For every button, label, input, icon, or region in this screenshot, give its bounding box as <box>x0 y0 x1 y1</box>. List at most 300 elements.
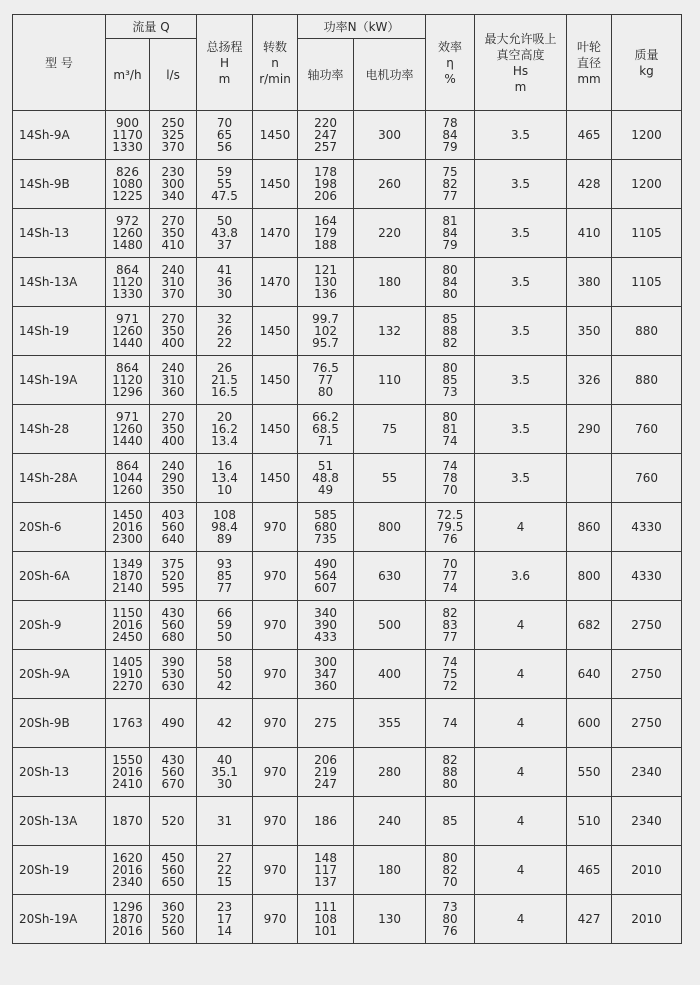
efficiency-cell <box>426 650 475 699</box>
table-row <box>13 258 700 307</box>
cell-value: 93 <box>216 557 233 571</box>
cell-value: 2270 <box>112 679 143 693</box>
speed-cell: 1450 <box>253 160 298 209</box>
shaft-power-cell <box>298 748 354 797</box>
efficiency-cell <box>426 454 475 503</box>
motor-power-cell: 132 <box>354 307 426 356</box>
cell-value: 370 <box>161 287 185 301</box>
cell-value: 375 <box>161 557 185 571</box>
speed-cell: 970 <box>253 748 298 797</box>
cell-value: 82 <box>442 863 458 877</box>
cell-value: 73 <box>442 385 458 399</box>
cell-value: 680 <box>314 520 337 534</box>
cell-value: 325 <box>161 128 185 142</box>
flow-m3h-cell <box>106 160 150 209</box>
cell-value: 270 <box>161 312 185 326</box>
cell-value: 1296 <box>112 900 143 914</box>
cell-value: 85 <box>442 814 458 828</box>
flow-m3h-cell <box>106 895 150 944</box>
cell-value: 164 <box>314 214 337 228</box>
flow-ls-cell <box>150 209 197 258</box>
flow-m3h-cell <box>106 601 150 650</box>
cell-value: 73 <box>442 900 458 914</box>
mass-cell: 4330 <box>612 503 682 552</box>
impeller-diameter-cell: 465 <box>567 846 612 895</box>
cell-value: 240 <box>161 459 185 473</box>
cell-value: 560 <box>161 520 185 534</box>
cell-value: 77 <box>317 373 334 387</box>
cell-value: 520 <box>161 569 185 583</box>
cell-value: 2300 <box>112 532 143 546</box>
cell-value: 1260 <box>112 483 143 497</box>
header-impeller-diameter: 叶轮 直径 mm <box>567 15 612 111</box>
head-cell <box>197 601 253 650</box>
flow-ls-cell <box>150 601 197 650</box>
cell-value: 630 <box>161 679 185 693</box>
flow-ls-cell <box>150 307 197 356</box>
flow-m3h-cell <box>106 503 150 552</box>
impeller-diameter-cell: 682 <box>567 601 612 650</box>
model-cell: 20Sh-9A <box>13 650 106 699</box>
cell-value: 47.5 <box>211 189 238 203</box>
cell-value: 41 <box>216 263 233 277</box>
cell-value: 84 <box>442 226 458 240</box>
table-row <box>13 846 700 895</box>
cell-value: 99.7 <box>312 312 339 326</box>
motor-power-cell: 280 <box>354 748 426 797</box>
cell-value: 98.4 <box>211 520 238 534</box>
cell-value: 340 <box>161 189 185 203</box>
cell-value: 50 <box>216 667 233 681</box>
shaft-power-cell <box>298 601 354 650</box>
model-cell: 14Sh-13 <box>13 209 106 258</box>
shaft-power-cell <box>298 650 354 699</box>
flow-m3h-cell <box>106 111 150 160</box>
cell-value: 1080 <box>112 177 143 191</box>
cell-value: 80 <box>442 361 458 375</box>
cell-value: 360 <box>161 900 185 914</box>
impeller-diameter-cell: 350 <box>567 307 612 356</box>
suction-height-cell: 4 <box>475 503 567 552</box>
cell-value: 80 <box>442 777 458 791</box>
impeller-diameter-cell: 427 <box>567 895 612 944</box>
cell-value: 188 <box>314 238 337 252</box>
header-efficiency: 效率 η % <box>426 15 475 111</box>
shaft-power-cell <box>298 503 354 552</box>
cell-value: 70 <box>442 483 458 497</box>
efficiency-cell <box>426 356 475 405</box>
cell-value: 1480 <box>112 238 143 252</box>
flow-m3h-cell <box>106 650 150 699</box>
suction-height-cell: 4 <box>475 797 567 846</box>
cell-value: 26 <box>216 324 233 338</box>
shaft-power-cell <box>298 307 354 356</box>
mass-cell: 2340 <box>612 797 682 846</box>
motor-power-cell: 180 <box>354 258 426 307</box>
cell-value: 972 <box>116 214 139 228</box>
suction-height-cell: 3.5 <box>475 209 567 258</box>
cell-value: 2016 <box>112 618 143 632</box>
cell-value: 347 <box>314 667 337 681</box>
cell-value: 270 <box>161 410 185 424</box>
cell-value: 82 <box>442 753 458 767</box>
shaft-power-cell <box>298 846 354 895</box>
flow-ls-cell <box>150 111 197 160</box>
cell-value: 1870 <box>112 912 143 926</box>
cell-value: 240 <box>161 263 185 277</box>
cell-value: 490 <box>314 557 337 571</box>
cell-value: 81 <box>442 422 458 436</box>
speed-cell: 970 <box>253 650 298 699</box>
cell-value: 560 <box>161 618 185 632</box>
cell-value: 290 <box>161 471 185 485</box>
table-row <box>13 307 700 356</box>
head-cell <box>197 209 253 258</box>
shaft-power-cell <box>298 258 354 307</box>
cell-value: 74 <box>442 459 458 473</box>
cell-value: 971 <box>116 312 139 326</box>
model-cell: 14Sh-28 <box>13 405 106 454</box>
impeller-diameter-cell: 510 <box>567 797 612 846</box>
cell-value: 37 <box>216 238 233 252</box>
head-cell <box>197 699 253 748</box>
cell-value: 1763 <box>112 716 143 730</box>
model-cell: 20Sh-19 <box>13 846 106 895</box>
efficiency-cell <box>426 895 475 944</box>
cell-value: 670 <box>161 777 185 791</box>
speed-cell: 1470 <box>253 258 298 307</box>
cell-value: 108 <box>314 912 337 926</box>
motor-power-cell: 300 <box>354 111 426 160</box>
cell-value: 360 <box>314 679 337 693</box>
flow-ls-cell <box>150 454 197 503</box>
head-cell <box>197 160 253 209</box>
efficiency-cell <box>426 699 475 748</box>
cell-value: 430 <box>161 606 185 620</box>
impeller-diameter-cell: 550 <box>567 748 612 797</box>
model-cell: 20Sh-6 <box>13 503 106 552</box>
cell-value: 520 <box>161 912 185 926</box>
cell-value: 66.2 <box>312 410 339 424</box>
model-cell: 20Sh-9B <box>13 699 106 748</box>
table-row <box>13 160 700 209</box>
cell-value: 520 <box>161 814 185 828</box>
cell-value: 136 <box>314 287 337 301</box>
table-row <box>13 895 700 944</box>
cell-value: 50 <box>216 630 233 644</box>
cell-value: 971 <box>116 410 139 424</box>
head-cell <box>197 748 253 797</box>
cell-value: 71 <box>317 434 334 448</box>
head-cell <box>197 797 253 846</box>
cell-value: 66 <box>216 606 233 620</box>
motor-power-cell: 630 <box>354 552 426 601</box>
cell-value: 1870 <box>112 569 143 583</box>
cell-value: 1170 <box>112 128 143 142</box>
suction-height-cell: 4 <box>475 699 567 748</box>
efficiency-cell <box>426 552 475 601</box>
flow-ls-cell <box>150 356 197 405</box>
cell-value: 16 <box>216 459 233 473</box>
motor-power-cell: 180 <box>354 846 426 895</box>
cell-value: 350 <box>161 483 185 497</box>
cell-value: 564 <box>314 569 337 583</box>
cell-value: 102 <box>314 324 337 338</box>
cell-value: 77 <box>216 581 233 595</box>
flow-m3h-cell <box>106 405 150 454</box>
cell-value: 42 <box>216 679 233 693</box>
suction-height-cell: 4 <box>475 846 567 895</box>
cell-value: 22 <box>216 863 233 877</box>
cell-value: 30 <box>216 777 233 791</box>
efficiency-cell <box>426 405 475 454</box>
cell-value: 79.5 <box>436 520 464 534</box>
cell-value: 450 <box>161 851 185 865</box>
head-cell <box>197 650 253 699</box>
cell-value: 17 <box>216 912 233 926</box>
flow-ls-cell <box>150 503 197 552</box>
speed-cell: 1470 <box>253 209 298 258</box>
cell-value: 16.2 <box>211 422 238 436</box>
cell-value: 595 <box>161 581 185 595</box>
cell-value: 826 <box>116 165 139 179</box>
cell-value: 16.5 <box>211 385 238 399</box>
cell-value: 50 <box>216 214 233 228</box>
cell-value: 121 <box>314 263 337 277</box>
head-cell <box>197 552 253 601</box>
table-row <box>13 111 700 160</box>
cell-value: 111 <box>314 900 337 914</box>
mass-cell: 1105 <box>612 258 682 307</box>
cell-value: 680 <box>161 630 185 644</box>
cell-value: 270 <box>161 214 185 228</box>
mass-cell: 4330 <box>612 552 682 601</box>
header-suction-height: 最大允许吸上 真空高度 Hs m <box>475 15 567 111</box>
cell-value: 350 <box>161 226 185 240</box>
cell-value: 390 <box>161 655 185 669</box>
speed-cell: 1450 <box>253 454 298 503</box>
efficiency-cell <box>426 601 475 650</box>
mass-cell: 2750 <box>612 601 682 650</box>
cell-value: 230 <box>161 165 185 179</box>
cell-value: 81 <box>442 214 458 228</box>
flow-m3h-cell <box>106 209 150 258</box>
speed-cell: 970 <box>253 846 298 895</box>
header-speed: 转数 n r/min <box>253 15 298 111</box>
cell-value: 75 <box>442 165 458 179</box>
head-cell <box>197 307 253 356</box>
model-cell: 14Sh-13A <box>13 258 106 307</box>
head-cell <box>197 846 253 895</box>
speed-cell: 970 <box>253 895 298 944</box>
speed-cell: 970 <box>253 797 298 846</box>
impeller-diameter-cell: 290 <box>567 405 612 454</box>
cell-value: 433 <box>314 630 337 644</box>
cell-value: 1550 <box>112 753 143 767</box>
model-cell: 20Sh-13 <box>13 748 106 797</box>
impeller-diameter-cell: 600 <box>567 699 612 748</box>
cell-value: 76 <box>442 924 458 938</box>
head-cell <box>197 111 253 160</box>
cell-value: 640 <box>161 532 185 546</box>
cell-value: 68.5 <box>312 422 339 436</box>
cell-value: 51 <box>317 459 334 473</box>
cell-value: 80 <box>442 263 458 277</box>
table-row <box>13 797 700 846</box>
cell-value: 178 <box>314 165 337 179</box>
efficiency-cell <box>426 797 475 846</box>
cell-value: 82 <box>442 177 458 191</box>
flow-ls-cell <box>150 258 197 307</box>
table-row <box>13 601 700 650</box>
cell-value: 560 <box>161 765 185 779</box>
model-cell: 20Sh-9 <box>13 601 106 650</box>
cell-value: 80 <box>442 410 458 424</box>
table-row <box>13 650 700 699</box>
cell-value: 79 <box>442 140 458 154</box>
cell-value: 72 <box>442 679 458 693</box>
model-cell: 14Sh-19 <box>13 307 106 356</box>
impeller-diameter-cell: 428 <box>567 160 612 209</box>
cell-value: 2410 <box>112 777 143 791</box>
cell-value: 2016 <box>112 765 143 779</box>
cell-value: 300 <box>161 177 185 191</box>
cell-value: 20 <box>216 410 233 424</box>
motor-power-cell: 240 <box>354 797 426 846</box>
cell-value: 900 <box>116 116 139 130</box>
mass-cell: 1105 <box>612 209 682 258</box>
cell-value: 1120 <box>112 275 143 289</box>
speed-cell: 970 <box>253 601 298 650</box>
cell-value: 350 <box>161 324 185 338</box>
cell-value: 84 <box>442 275 458 289</box>
flow-m3h-cell <box>106 846 150 895</box>
model-cell: 20Sh-6A <box>13 552 106 601</box>
flow-m3h-cell <box>106 356 150 405</box>
cell-value: 40 <box>216 753 233 767</box>
efficiency-cell <box>426 846 475 895</box>
header-flow-ls: l/s <box>150 39 197 111</box>
cell-value: 65 <box>216 128 233 142</box>
suction-height-cell: 4 <box>475 650 567 699</box>
impeller-diameter-cell <box>567 454 612 503</box>
mass-cell: 760 <box>612 454 682 503</box>
shaft-power-cell <box>298 895 354 944</box>
motor-power-cell: 130 <box>354 895 426 944</box>
cell-value: 2450 <box>112 630 143 644</box>
flow-ls-cell <box>150 405 197 454</box>
cell-value: 1330 <box>112 140 143 154</box>
cell-value: 22 <box>216 336 233 350</box>
table-row <box>13 356 700 405</box>
cell-value: 2016 <box>112 863 143 877</box>
speed-cell: 1450 <box>253 111 298 160</box>
cell-value: 1330 <box>112 287 143 301</box>
cell-value: 560 <box>161 924 185 938</box>
header-flow-m3h: m³/h <box>106 39 150 111</box>
efficiency-cell <box>426 748 475 797</box>
motor-power-cell: 260 <box>354 160 426 209</box>
cell-value: 179 <box>314 226 337 240</box>
cell-value: 206 <box>314 753 337 767</box>
cell-value: 400 <box>161 434 185 448</box>
cell-value: 300 <box>314 655 337 669</box>
cell-value: 13.4 <box>211 434 238 448</box>
cell-value: 240 <box>161 361 185 375</box>
suction-height-cell: 3.5 <box>475 405 567 454</box>
cell-value: 310 <box>161 275 185 289</box>
shaft-power-cell <box>298 454 354 503</box>
cell-value: 864 <box>116 361 139 375</box>
cell-value: 1440 <box>112 434 143 448</box>
cell-value: 26 <box>216 361 233 375</box>
header-head: 总扬程 H m <box>197 15 253 111</box>
table-row <box>13 454 700 503</box>
cell-value: 735 <box>314 532 337 546</box>
cell-value: 257 <box>314 140 337 154</box>
cell-value: 247 <box>314 128 337 142</box>
cell-value: 340 <box>314 606 337 620</box>
efficiency-cell <box>426 258 475 307</box>
cell-value: 82 <box>442 336 458 350</box>
cell-value: 1225 <box>112 189 143 203</box>
cell-value: 2016 <box>112 520 143 534</box>
table-row <box>13 552 700 601</box>
cell-value: 78 <box>442 471 458 485</box>
table-row <box>13 748 700 797</box>
head-cell <box>197 405 253 454</box>
cell-value: 15 <box>216 875 233 889</box>
cell-value: 220 <box>314 116 337 130</box>
cell-value: 76 <box>442 532 458 546</box>
shaft-power-cell <box>298 552 354 601</box>
cell-value: 108 <box>213 508 236 522</box>
efficiency-cell <box>426 503 475 552</box>
cell-value: 80 <box>442 851 458 865</box>
cell-value: 85 <box>442 312 458 326</box>
flow-ls-cell <box>150 552 197 601</box>
suction-height-cell: 4 <box>475 601 567 650</box>
cell-value: 430 <box>161 753 185 767</box>
speed-cell: 1450 <box>253 405 298 454</box>
cell-value: 59 <box>216 618 233 632</box>
cell-value: 1349 <box>112 557 143 571</box>
flow-m3h-cell <box>106 307 150 356</box>
flow-ls-cell <box>150 748 197 797</box>
cell-value: 275 <box>314 716 337 730</box>
cell-value: 247 <box>314 777 337 791</box>
efficiency-cell <box>426 209 475 258</box>
cell-value: 206 <box>314 189 337 203</box>
motor-power-cell: 400 <box>354 650 426 699</box>
suction-height-cell: 3.5 <box>475 111 567 160</box>
table-row <box>13 699 700 748</box>
cell-value: 410 <box>161 238 185 252</box>
mass-cell: 880 <box>612 307 682 356</box>
cell-value: 530 <box>161 667 185 681</box>
suction-height-cell: 3.5 <box>475 160 567 209</box>
cell-value: 79 <box>442 238 458 252</box>
cell-value: 198 <box>314 177 337 191</box>
cell-value: 1260 <box>112 324 143 338</box>
cell-value: 36 <box>216 275 233 289</box>
speed-cell: 970 <box>253 552 298 601</box>
cell-value: 74 <box>442 655 458 669</box>
shaft-power-cell <box>298 699 354 748</box>
cell-value: 117 <box>314 863 337 877</box>
cell-value: 85 <box>442 373 458 387</box>
mass-cell: 880 <box>612 356 682 405</box>
